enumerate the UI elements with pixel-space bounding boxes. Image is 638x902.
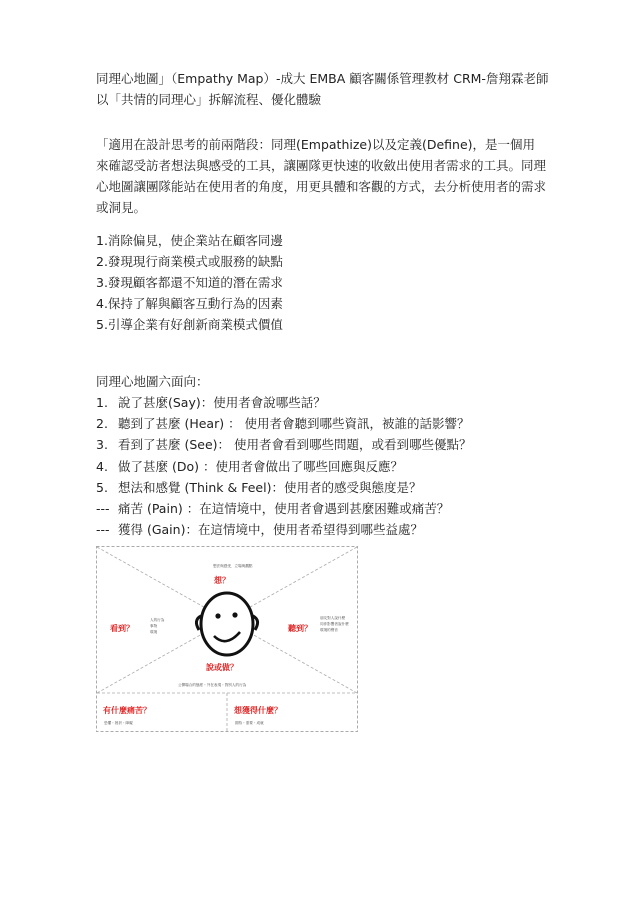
think-label: 想？ [214, 576, 230, 585]
item-number: 1. [96, 395, 108, 410]
intro-paragraph: 「適用在設計思考的前兩階段：同理(Empathize)以及定義(Define)，是一個用來確認受訪者想法與感受的工具，讓團隊更快速的收斂出使用者需求的工具。同理心地圖讓團隊能站在使用者的角度，用更具體和客觀的方式，去分析使用者的需求或洞見。 [96, 137, 547, 215]
item-text: 說了甚麼(Say)：使用者會說哪些話？ [117, 395, 326, 410]
item-number: 2. [96, 416, 108, 432]
gain-notes: 期待・需要・成就 [235, 721, 264, 725]
item-text: 痛苦 (Pain) ：在這情境中，使用者會遇到甚麼困難或痛苦？ [117, 501, 450, 517]
empathy-map-figure [96, 546, 358, 732]
item-number: 3. [96, 437, 108, 453]
hear-label: 聽到？ [288, 624, 312, 633]
say-do-caption: 公開場合的態度・外在表現・對別人的行為 [178, 683, 247, 687]
item-number: --- [96, 522, 110, 538]
hear-note: 朋友對人說什麼 [320, 616, 346, 620]
six-aspects-list [96, 392, 576, 540]
hear-note: 環境的聲音 [320, 628, 338, 632]
see-note: 環境 [150, 630, 158, 634]
gain-label: 想獲得什麼？ [234, 706, 282, 715]
item-number: 4. [96, 458, 108, 474]
item-text: 獲得 (Gain)：在這情境中，使用者希望得到哪些益處？ [117, 522, 423, 538]
item-number: 5. [96, 479, 108, 495]
list-item: 2.發現現行商業模式或服務的缺點 [96, 254, 283, 269]
list-item: 1.消除偏見，使企業站在顧客同邊 [96, 233, 283, 248]
document-title: 同理心地圖」（Empathy Map）-成大 EMBA 顧客關係管理教材 CRM-詹翔霖老師以「共情的同理心」拆解流程、優化體驗 [96, 71, 549, 107]
list-item [96, 498, 576, 519]
list-item: 5.引導企業有好創新商業模式價值 [96, 317, 283, 332]
see-label: 看到？ [110, 624, 134, 633]
item-text: 看到了甚麼 (See)： 使用者會看到哪些問題，或看到哪些優點？ [117, 437, 472, 453]
item-text: 想法和感覺 (Think & Feel)：使用者的感受與態度是？ [117, 479, 422, 495]
item-text: 聽到了甚麼 (Hear) ： 使用者會聽到哪些資訊，被誰的話影響？ [117, 416, 470, 432]
list-item [96, 392, 576, 413]
list-item: 4.保持了解與顧客互動行為的因素 [96, 296, 283, 311]
top-caption: 想法與感受．立場與觀點 [213, 564, 253, 568]
list-item [96, 519, 576, 540]
benefit-list [96, 230, 556, 335]
item-number: --- [96, 501, 110, 517]
see-note: 事物 [150, 624, 158, 628]
six-aspects-heading: 同理心地圖六面向： [96, 374, 209, 389]
list-item [96, 413, 576, 434]
list-item [96, 477, 576, 498]
list-item: 3.發現顧客都還不知道的潛在需求 [96, 275, 283, 290]
list-item [96, 434, 576, 455]
pain-notes: 恐懼・挫折・障礙 [104, 721, 133, 725]
empathy-map-diagram [96, 546, 358, 732]
pain-label: 有什麼痛苦？ [103, 706, 151, 715]
hear-note: 同伴影響者說什麼 [320, 622, 349, 626]
see-note: 人的行為 [150, 618, 165, 622]
list-item [96, 456, 576, 477]
item-text: 做了甚麼 (Do) ：使用者會做出了哪些回應與反應？ [117, 458, 403, 474]
say-do-label: 說或做？ [206, 663, 238, 672]
